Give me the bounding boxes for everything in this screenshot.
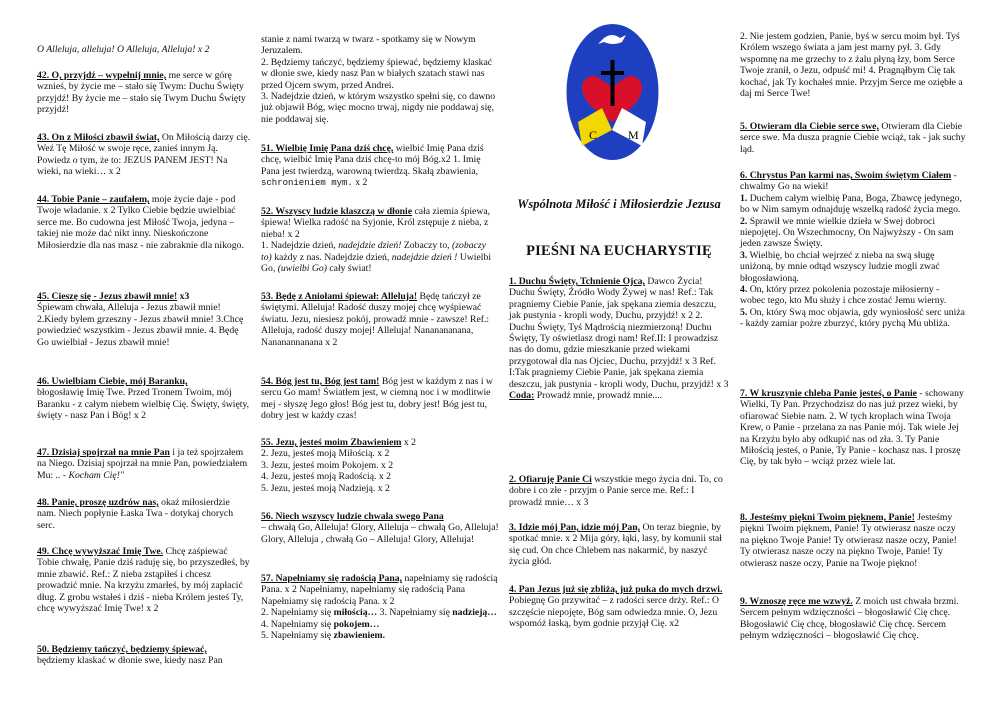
song-56-text: – chwałą Go, Alleluja! Glory, Alleluja – chwałą Go, Alleluja! Glory, Alleluja , chwałą Go – Alleluja! Glory, Alleluja! [261,522,499,545]
song-46-title: 46. Uwielbiam Ciebie, mój Baranku, [37,376,188,387]
song-57-v5a: 5. Napełniamy się [261,630,334,642]
song-6 [740,170,966,330]
intro-refrain [37,44,251,55]
song-48 [37,497,251,531]
emblem-letter-c: C [589,128,598,142]
song-52-v1-it1: nadejdzie dzień! [338,240,402,252]
song-45 [37,291,251,348]
song-56-title: 56. Niech wszyscy ludzie chwala swego Pana [261,511,444,522]
song-50-cont-text: stanie z nami twarzą w twarz - spotkamy się w Nowym Jeruzalem. [261,34,476,57]
cross-beam [601,71,624,75]
song-8-title: 8. Jesteśmy piękni Twoim pięknem, Panie! [740,512,915,523]
song-2 [509,474,729,508]
song-7-text: - schowany Wielki, Ty Pan. Przychodzisz do nas już przez wieki, by ofiarować Siebie nam. 2. W tych kroplach wina Twoja Krew, o Panie - przelana za nas Panie mój. Tak wiele Jej na Krzyżu było aby odkupić nas od zła. 3. Ty Panie Miłością jesteś, o Panie, Ty Panie - kochasz nas. I proszę Cię, by tak było – wciąż przez wiele lat. [740,388,964,468]
song-7-title: 7. W kruszynie chleba Panie jesteś, o Panie [740,388,917,399]
song-4-cont-text: 2. Nie jestem godzien, Panie, byś w sercu moim był. Tyś Królem wszego świata a jam jest marny pył. 3. Gdy wspomnę na me grzechy to z żalu płyną łzy, bom Serce Twoje zranił, o Jezu, odpuść mi! 4. Pragnąłbym Cię tak kochać, jak Ty kochałeś mnie. Przyjm Serce me oziębłe a daj mi Serce Twe! [740,31,963,100]
song-8 [740,512,966,569]
song-46 [37,376,251,422]
song-57-v4b: pokojem… [333,618,380,630]
song-57-text: napełniamy się radością Pana. x 2 Napełniamy, napełniamy się radością Pana Napełniamy się radością Pana. x 2 [261,573,498,607]
song-47-text-italic: .. - Kocham Cię!" [55,469,124,481]
song-6-title: 6. Chrystus Pan karmi nas, Swoim świętym Ciałem [740,170,952,181]
song-48-text: okaż miłosierdzie nam. Niech popłynie Łaska Twa - dotykaj chorych serc. [37,497,234,531]
song-6-v4-num: 4. [740,284,748,296]
song-52-text: cała ziemia śpiewa, śpiewa! Wielka radość na Syjonie, Król zstępuje z nieba, z nieba! x 2 [261,206,491,240]
community-emblem [564,22,661,162]
song-51-end: x 2 [352,177,368,189]
song-52-v1-c: każdy z nas. Nadejdzie dzień, [271,251,392,263]
intro-text: O Alleluja, alleluja! O Alleluja, Alleluja! x 2 [37,44,210,55]
song-4 [509,584,729,630]
song-7 [740,388,966,468]
song-45-title: 45. Cieszę się - Jezus zbawił mnie! [37,291,178,302]
song-50-text: będziemy klaskać w dłonie swe, kiedy nasz Pan [37,655,223,667]
song-6-v2: Sprawił we mnie wielkie dzieła w Swej dobroci niepojętej. On Wszechmocny, On Najwyższy - On sam jeden zawsze Święty. [740,215,954,250]
song-44-title: 44. Tobie Panie – zaufałem, [37,194,150,205]
song-9-text: Z moich ust chwała brzmi. Sercem pełnym wdzięczności – błogosławić Cię chcę. Błogosławić Cię chcę, błogosławić Cię chcę. Sercem pełnym wdzięczności – błogosławić Cię chcę. [740,596,959,642]
song-57 [261,573,499,641]
song-5-text: Otwieram dla Ciebie serce swe. Ma dusza pragnie Ciebie wciąż, tak - jak suchy ląd. [740,121,966,155]
community-name: Wspólnota Miłość i Miłosierdzie Jezusa [517,197,721,211]
song-52-v1-it4: (uwielbi Go) [277,263,327,275]
song-55-title: 55. Jezu, jesteś moim Zbawieniem [261,437,402,448]
song-48-title: 48. Panie, proszę uzdrów nas, [37,497,159,508]
emblem-letter-m: M [628,128,639,142]
song-6-v4: On, który przez pokolenia pozostaje miłosierny - wobec tego, kto Mu służy i chce zostać Jemu wierny. [740,284,947,307]
song-52-title: 52. Wszyscy ludzie klaszczą w dłonie [261,206,413,217]
song-1-coda-label: Coda: [509,390,535,402]
song-52-v1-e: cały świat! [326,263,372,275]
song-54-text: Bóg jest w każdym z nas i w sercu Go mam! Światłem jest, w ciemną noc i w modlitwie mej - słyszę Jego głos! Bóg jest tu, dobry jest! Bóg jest tu, dobry jest w każdy czas! [261,376,493,422]
song-52 [261,206,499,274]
song-1 [509,276,729,401]
song-1-coda: Prowadź mnie, prowadź mnie.... [534,390,663,402]
song-57-v3a: 3. Napełniamy się [377,607,453,619]
song-3-text: On teraz biegnie, by spotkać mnie. x 2 Mija góry, łąki, lasy, by komunii stał się cud. On chce Chlebem nas nakarmić, by naszyć życia głód. [509,522,722,568]
song-49-text: Chcę zaśpiewać Tobie chwałę, Panie dziś raduję się, bo przyszedłeś, by mnie zbawić. Ref.: Z nieba zstąpiłeś i chcesz prowadzić mnie. Na krzyżu zmarłeś, by mój zapłacić dług. Z grobu wstałeś i dziś - nieba Królem jesteś Ty, chcę wywyższać Imię Twe! x 2 [37,546,250,615]
song-49-title: 49. Chcę wywyższać Imię Twe. [37,546,164,557]
song-6-v2-num: 2. [740,215,748,227]
song-47 [37,447,251,481]
song-53-text: Będę tańczył ze świętymi. Alleluja! Radość duszy mojej chcę wyśpiewać światu. Jezu, niesiesz pokój, prowadź mnie - zawsze! Ref.: Alleluja, radość duszy mojej! Alleluja! Nananananana, Nananannanana x 2 [261,291,490,348]
song-56 [261,511,499,545]
song-43 [37,132,251,178]
song-44-text: moje życie daje - pod Twoje władanie. x 2 Tylko Ciebie będzie uwielbiać serce me. Bo cudowna jest Miłość Twoja, jedyna – takiej nie może dać nikt inny. Nieskończone Miłosierdzie dla nas masz - nie zabraknie dla nikogo. [37,194,244,251]
song-57-v3b: nadzieją… [452,607,497,619]
song-6-v3: Wielbię, bo chciał wejrzeć z nieba na swą sługę uniżoną, by mnie odtąd wszyscy ludzie mogli zwać błogosławioną. [740,249,940,284]
song-4-text: Pobiegnę Go przywitać – z radości serce drży. Ref.: O szczęście niepojęte, Bóg sam odwiedza mnie. O, Jezu wspomóż łaską, bym godnie przyjął Cię. x2 [509,595,719,630]
song-53-title: 53. Będę z Aniołami śpiewał: Alleluja! [261,291,418,302]
song-2-text: wszystkie mego życia dni. To, co dobre i co złe - przyjm o Panie serce me. Ref.: I prowadź mnie… x 3 [509,474,723,508]
song-1-title: 1. Duchu Święty, Tchnienie Ojca, [509,276,645,287]
song-54-title: 54. Bóg jest tu, Bóg jest tam! [261,376,380,387]
song-5 [740,121,966,155]
song-50-continued [261,34,499,125]
song-9 [740,596,966,642]
song-6-v5: On, który Swą moc objawia, gdy wyniosłość serc uniża - każdy zamiar pożre zburzyć, który pychą Mu ubliża. [740,306,965,330]
song-43-title: 43. On z Miłości zbawił świat, [37,132,160,143]
song-51-mono: schronieniem mym. [261,178,353,189]
song-3-title: 3. Idzie mój Pan, idzie mój Pan, [509,522,641,533]
song-52-v1-it3: nadejdzie dzień ! [391,251,458,263]
song-52-v1-d: Uwielbi Go, [261,251,492,275]
song-50-verse-3: 3. Nadejdzie dzień, w którym wszystko spełni się, co dawno już objawił Bóg, więc mocno trwaj, nigdy nie poddawaj się, nie poddawaj się. [261,91,496,125]
song-42 [37,70,251,116]
song-54 [261,376,499,422]
song-55-line-4: 4. Jezu, jesteś moją Radością. x 2 [261,471,391,483]
song-6-v1-num: 1. [740,192,748,204]
song-6-v3-num: 3. [740,249,748,261]
song-5-title: 5. Otwieram dla Ciebie serce swe, [740,121,879,132]
song-57-v5b: zbawieniem. [333,630,386,642]
song-6-v1: Duchem całym wielbię Pana, Boga, Zbawcę jedynego, bo w Nim samym odnajduję wszelką radość życia mego. [740,192,962,216]
song-47-title: 47. Dzisiaj spojrzał na mnie Pan [37,447,170,458]
song-3 [509,522,729,568]
song-45-suffix: x3 [177,291,190,302]
cross-icon [611,60,615,106]
song-52-v1-it2: (zobaczy to) [261,240,486,263]
song-52-v1: 1. Nadejdzie dzień, [261,240,339,252]
song-55 [261,437,499,494]
song-55-line-5: 5. Jezu, jesteś moją Nadzieją. x 2 [261,482,390,494]
song-50-title: 50. Będziemy tańczyć, będziemy śpiewać, [37,644,207,655]
song-45-text: Śpiewam chwała, Alleluja - Jezus zbawił mnie! 2.Kiedy byłem grzeszny - Jezus zbawił mnie! 3.Chcę powiedzieć wszystkim - Jezus zbawił mnie. 4. Będę Go uwielbiał - Jezus zbawił mnie! [37,302,244,348]
song-55-line-2: 2. Jezu, jesteś moją Miłością. x 2 [261,448,390,460]
song-4-continued [740,31,966,99]
song-57-title: 57. Napełniamy się radością Pana, [261,573,403,584]
song-55-text: x 2 [401,437,416,448]
song-6-v5-num: 5. [740,306,748,318]
song-43-text: On Miłością darzy cię. Weź Tę Miłość w swoje ręce, zanieś innym Ją. Powiedz o tym, że to: JEZUS PANEM JEST! Na wieki, na wieki… x 2 [37,132,251,178]
song-47-text: i ja też spojrzałem na Niego. Dzisiaj spojrzał na mnie Pan, powiedziałem Mu: [37,447,248,481]
song-50-verse-2: 2. Będziemy tańczyć, będziemy śpiewać, będziemy klaskać w dłonie swe, kiedy nasz Pan w białych szatach stawi nas przed Ojcem swym, przed Andrei. [261,56,493,91]
song-46-text: błogosławię Imię Twe. Przed Tronem Twoim, mój Baranku - z całym niebem wielbię Cię. Święty, święty, święty - nasz Pan i Bóg! x 2 [37,387,250,422]
song-52-v1-b: Zobaczy to, [401,240,453,252]
song-50 [37,644,251,667]
song-51-text: wielbić Imię Pana dziś chcę, wielbić Imię Pana dziś chcę-to mój Bóg.x2 1. Imię Pana jest twierdzą, warowną twierdzą. Skałą zbawienia, [261,143,484,177]
song-57-v4a: 4. Napełniamy się [261,618,334,630]
song-9-title: 9. Wznoszę ręce me wzwyż. [740,596,853,607]
song-57-v2b: miłością… [333,607,378,619]
song-6-text: - chwalmy Go na wieki! [740,170,957,193]
song-42-text: me serce w górę wznieś, by życie me – stało się Twym: Duchu Święty przyjdź! By życie me – stało się Twym Duchu Święty przyjdź! [37,70,246,116]
song-55-line-3: 3. Jezu, jesteś moim Pokojem. x 2 [261,459,394,471]
song-42-title: 42. O, przyjdź – wypełnij mnie, [37,70,167,81]
song-8-text: Jesteśmy piękni Twoim pięknem, Panie! Ty otwierasz nasze oczy na piękno Twoje Panie! Ty otwierasz nasze oczy, Panie! Ty otwierasz nasze oczy na piękno Twoje, Panie! Ty otwierasz nasze oczy, Panie na Twoje piękno! [740,512,957,569]
song-51-title: 51. Wielbię Imię Pana dziś chcę, [261,143,394,154]
song-4-title: 4. Pan Jezus już się zbliża, już puka do mych drzwi. [509,584,723,595]
song-51 [261,143,499,190]
song-57-v2a: 2. Napełniamy się [261,607,334,619]
song-49 [37,546,251,614]
song-53 [261,291,499,348]
songbook-title: PIEŚNI NA EUCHARYSTIĘ [526,243,712,259]
song-2-title: 2. Ofiaruję Panie Ci [509,474,592,485]
song-44 [37,194,251,251]
song-1-text: Dawco Życia! Duchu Święty, Źródło Wody Żywej w nas! Ref.: Tak pragniemy Ciebie Panie, jak spękana ziemia deszczu, jak pustynia - kropli wody, Duchu, przyjdź! x 2 2. Duchu Święty, Tyś Mądrością niezmierzoną! Duchu Święty, Ty oświetlasz drogi nam! Ref.II: I prowadzisz nas do domu, gdzie mieszkanie przed wiekami przygotował dla nas Ojciec, Duchu, przyjdź! x 3 Ref. I:Tak pragniemy Ciebie Panie, jak spękana ziemia deszczu, jak pustynia - kropli wody, Duchu, przyjdź! x 3 [509,276,729,390]
